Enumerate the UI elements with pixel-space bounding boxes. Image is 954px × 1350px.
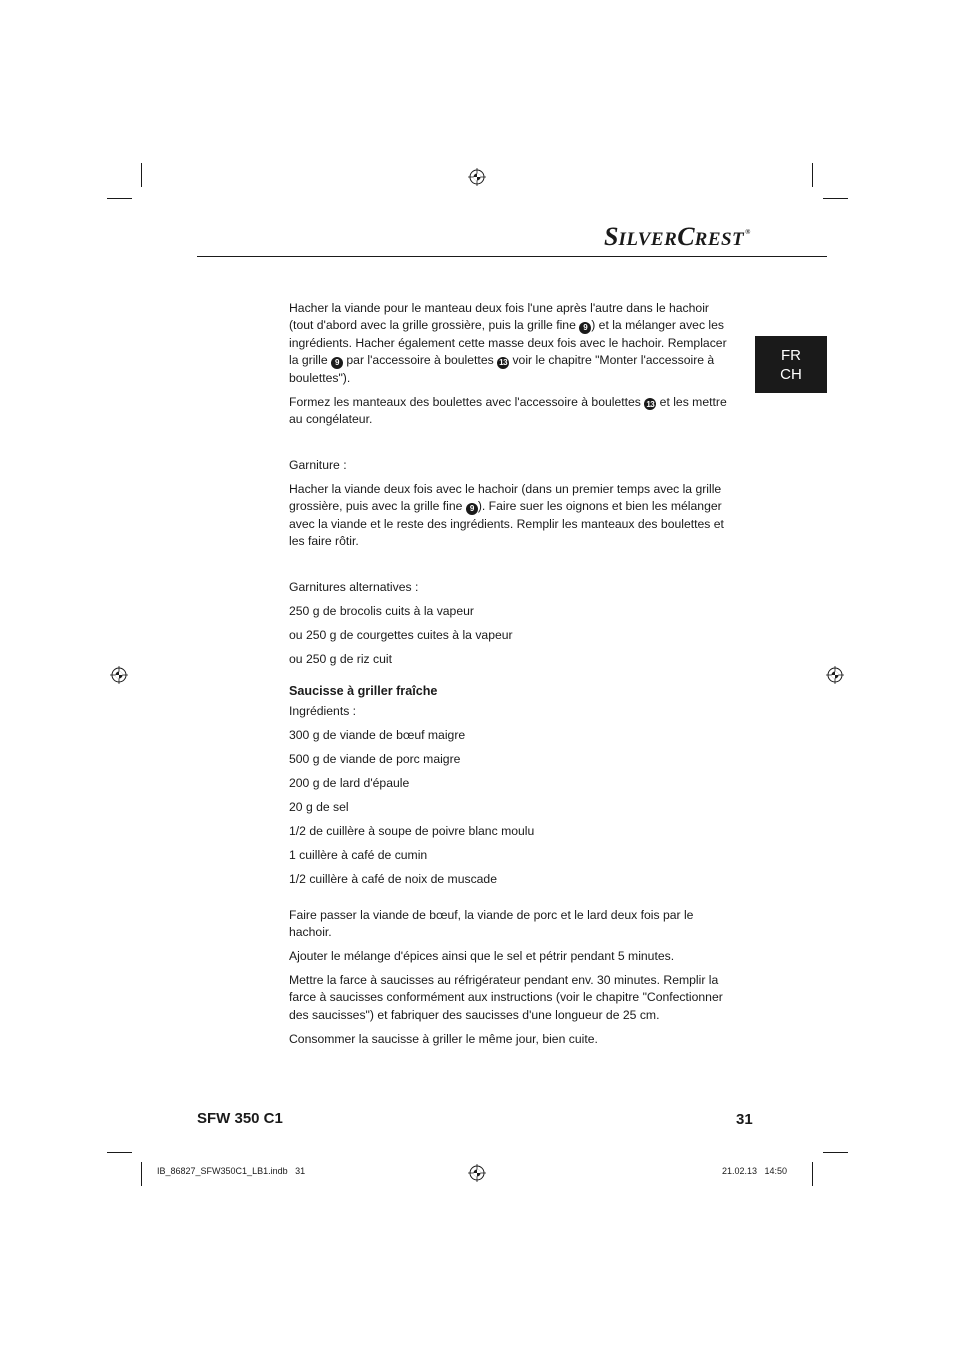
spacer (289, 675, 734, 683)
crop-mark (823, 1152, 848, 1153)
date-info: 21.02.13 14:50 (722, 1166, 788, 1176)
garniture-label: Garniture : (289, 458, 347, 473)
section-title: Saucisse à griller fraîche (289, 684, 438, 699)
language-tab (755, 336, 827, 393)
header-rule (197, 256, 827, 257)
page-number: 31 (736, 1111, 753, 1128)
crop-mark (141, 1162, 142, 1186)
paragraph: Consommer la saucisse à griller le même jour, bien cuite. (289, 1031, 598, 1046)
main-content (289, 300, 734, 1055)
list-item: 250 g de brocolis cuits à la vapeur (289, 604, 474, 619)
crop-mark (141, 163, 142, 187)
language-code-ch: CH (780, 365, 802, 383)
registration-mark-icon (468, 1164, 486, 1182)
part-number-icon: 9 (466, 503, 478, 515)
list-item: 1/2 cuillère à café de noix de muscade (289, 871, 497, 886)
part-number-icon: 9 (579, 322, 591, 334)
list-item: 20 g de sel (289, 799, 349, 814)
part-number-icon: 13 (497, 357, 509, 369)
registration-mark-icon (826, 666, 844, 684)
model-number: SFW 350 C1 (197, 1110, 283, 1127)
brand-logo: S ILVER C REST ® (604, 222, 751, 251)
registration-mark-icon (468, 168, 486, 186)
spacer (289, 895, 734, 907)
list-item: 500 g de viande de porc maigre (289, 751, 461, 766)
paragraph: Faire passer la viande de bœuf, la viande de porc et le lard deux fois par le hachoir. (289, 907, 694, 940)
crop-mark (812, 1162, 813, 1186)
paragraph: Hacher la viande deux fois avec le hachoir (dans un premier temps avec la grille grossière, puis avec la grille fine 9 ). Faire suer les oignons et bien les mélanger avec la viande et le reste des ingrédients. Remplir les manteaux des boulettes et les faire rôtir. (289, 482, 724, 549)
list-item: 200 g de lard d'épaule (289, 775, 410, 790)
paragraph: Hacher la viande pour le manteau deux fois l'une après l'autre dans le hachoir (tout d'abord avec la grille grossière, puis la grille fine 9 ) et la mélanger avec les ingrédients. Hacher également cette masse deux fois avec le hachoir. Remplacer la grille 9 par l'accessoire à boulettes 13 voir le chapitre "Monter l'accessoire à boulettes"). (289, 301, 727, 385)
list-item: 1 cuillère à café de cumin (289, 847, 428, 862)
part-number-icon: 13 (644, 398, 656, 410)
crop-mark (823, 198, 848, 199)
part-number-icon: 9 (331, 357, 343, 369)
crop-mark (107, 198, 132, 199)
spacer (289, 435, 734, 457)
crop-mark (107, 1152, 132, 1153)
language-code-fr: FR (781, 346, 801, 364)
ingredients-label: Ingrédients : (289, 703, 357, 718)
alternatives-label: Garnitures alternatives : (289, 580, 419, 595)
list-item: ou 250 g de riz cuit (289, 652, 392, 667)
paragraph: Ajouter le mélange d'épices ainsi que le sel et pétrir pendant 5 minutes. (289, 949, 675, 964)
spacer (289, 557, 734, 579)
list-item: ou 250 g de courgettes cuites à la vapeur (289, 628, 513, 643)
list-item: 300 g de viande de bœuf maigre (289, 727, 466, 742)
crop-mark (812, 163, 813, 187)
paragraph: Mettre la farce à saucisses au réfrigérateur pendant env. 30 minutes. Remplir la farce à saucisses conformément aux instructions (voir le chapitre "Confectionner des saucisses") et fabriquer des saucisses d'une longueur de 25 cm. (289, 973, 723, 1022)
paragraph: Formez les manteaux des boulettes avec l'accessoire à boulettes 13 et les mettre au congélateur. (289, 394, 727, 427)
registration-mark-icon (110, 666, 128, 684)
file-info: IB_86827_SFW350C1_LB1.indb 31 (157, 1166, 306, 1176)
list-item: 1/2 de cuillère à soupe de poivre blanc moulu (289, 823, 535, 838)
